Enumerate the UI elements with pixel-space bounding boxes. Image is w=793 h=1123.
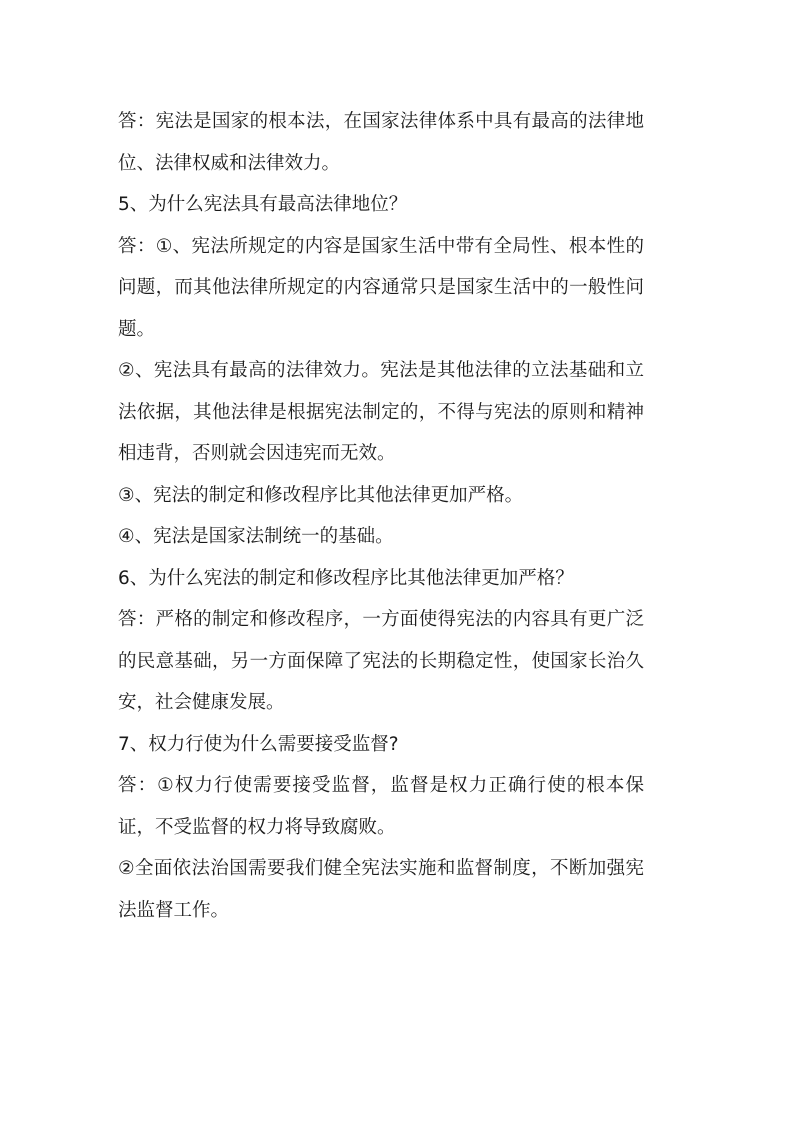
answer-5-point-1-line-1: 答：①、宪法所规定的内容是国家生活中带有全局性、根本性的 [118,235,644,257]
answer-5-point-3: ③、宪法的制定和修改程序比其他法律更加严格。 [118,484,524,506]
question-5: 5、为什么宪法具有最高法律地位？ [118,194,408,215]
answer-5-point-1-line-3: 题。 [118,318,156,340]
answer-6-line-3: 安，社会健康发展。 [118,692,285,713]
answer-5-point-1-line-2: 问题，而其他法律所规定的内容通常只是国家生活中的一般性问 [118,277,644,298]
answer-5-point-2-line-2: 法依据，其他法律是根据宪法制定的，不得与宪法的原则和精神 [118,401,644,423]
answer-7-point-2-line-1: ②全面依法治国需要我们健全宪法实施和监督制度，不断加强宪 [118,858,644,879]
question-7: 7、权力行使为什么需要接受监督? [118,733,399,755]
answer-7-point-1-line-1: 答：①权力行使需要接受监督，监督是权力正确行使的根本保 [118,775,644,796]
answer-5-point-4: ④、宪法是国家法制统一的基础。 [118,526,394,547]
answer-6-line-2: 的民意基础，另一方面保障了宪法的长期稳定性，使国家长治久 [118,650,644,672]
answer-5-point-2-line-3: 相违背，否则就会因违宪而无效。 [118,443,396,464]
answer-4-line-1: 答：宪法是国家的根本法，在国家法律体系中具有最高的法律地 [118,111,644,132]
document-body [118,101,658,931]
question-6: 6、为什么宪法的制定和修改程序比其他法律更加严格？ [118,567,574,589]
answer-6-line-1: 答：严格的制定和修改程序，一方面使得宪法的内容具有更广泛 [118,609,644,630]
answer-5-point-2-line-1: ②、宪法具有最高的法律效力。宪法是其他法律的立法基础和立 [118,360,644,381]
answer-4-line-2: 位、法律权威和法律效力。 [118,152,341,174]
answer-7-point-1-line-2: 证，不受监督的权力将导致腐败。 [118,816,396,838]
answer-7-point-2-line-2: 法监督工作。 [118,899,230,921]
